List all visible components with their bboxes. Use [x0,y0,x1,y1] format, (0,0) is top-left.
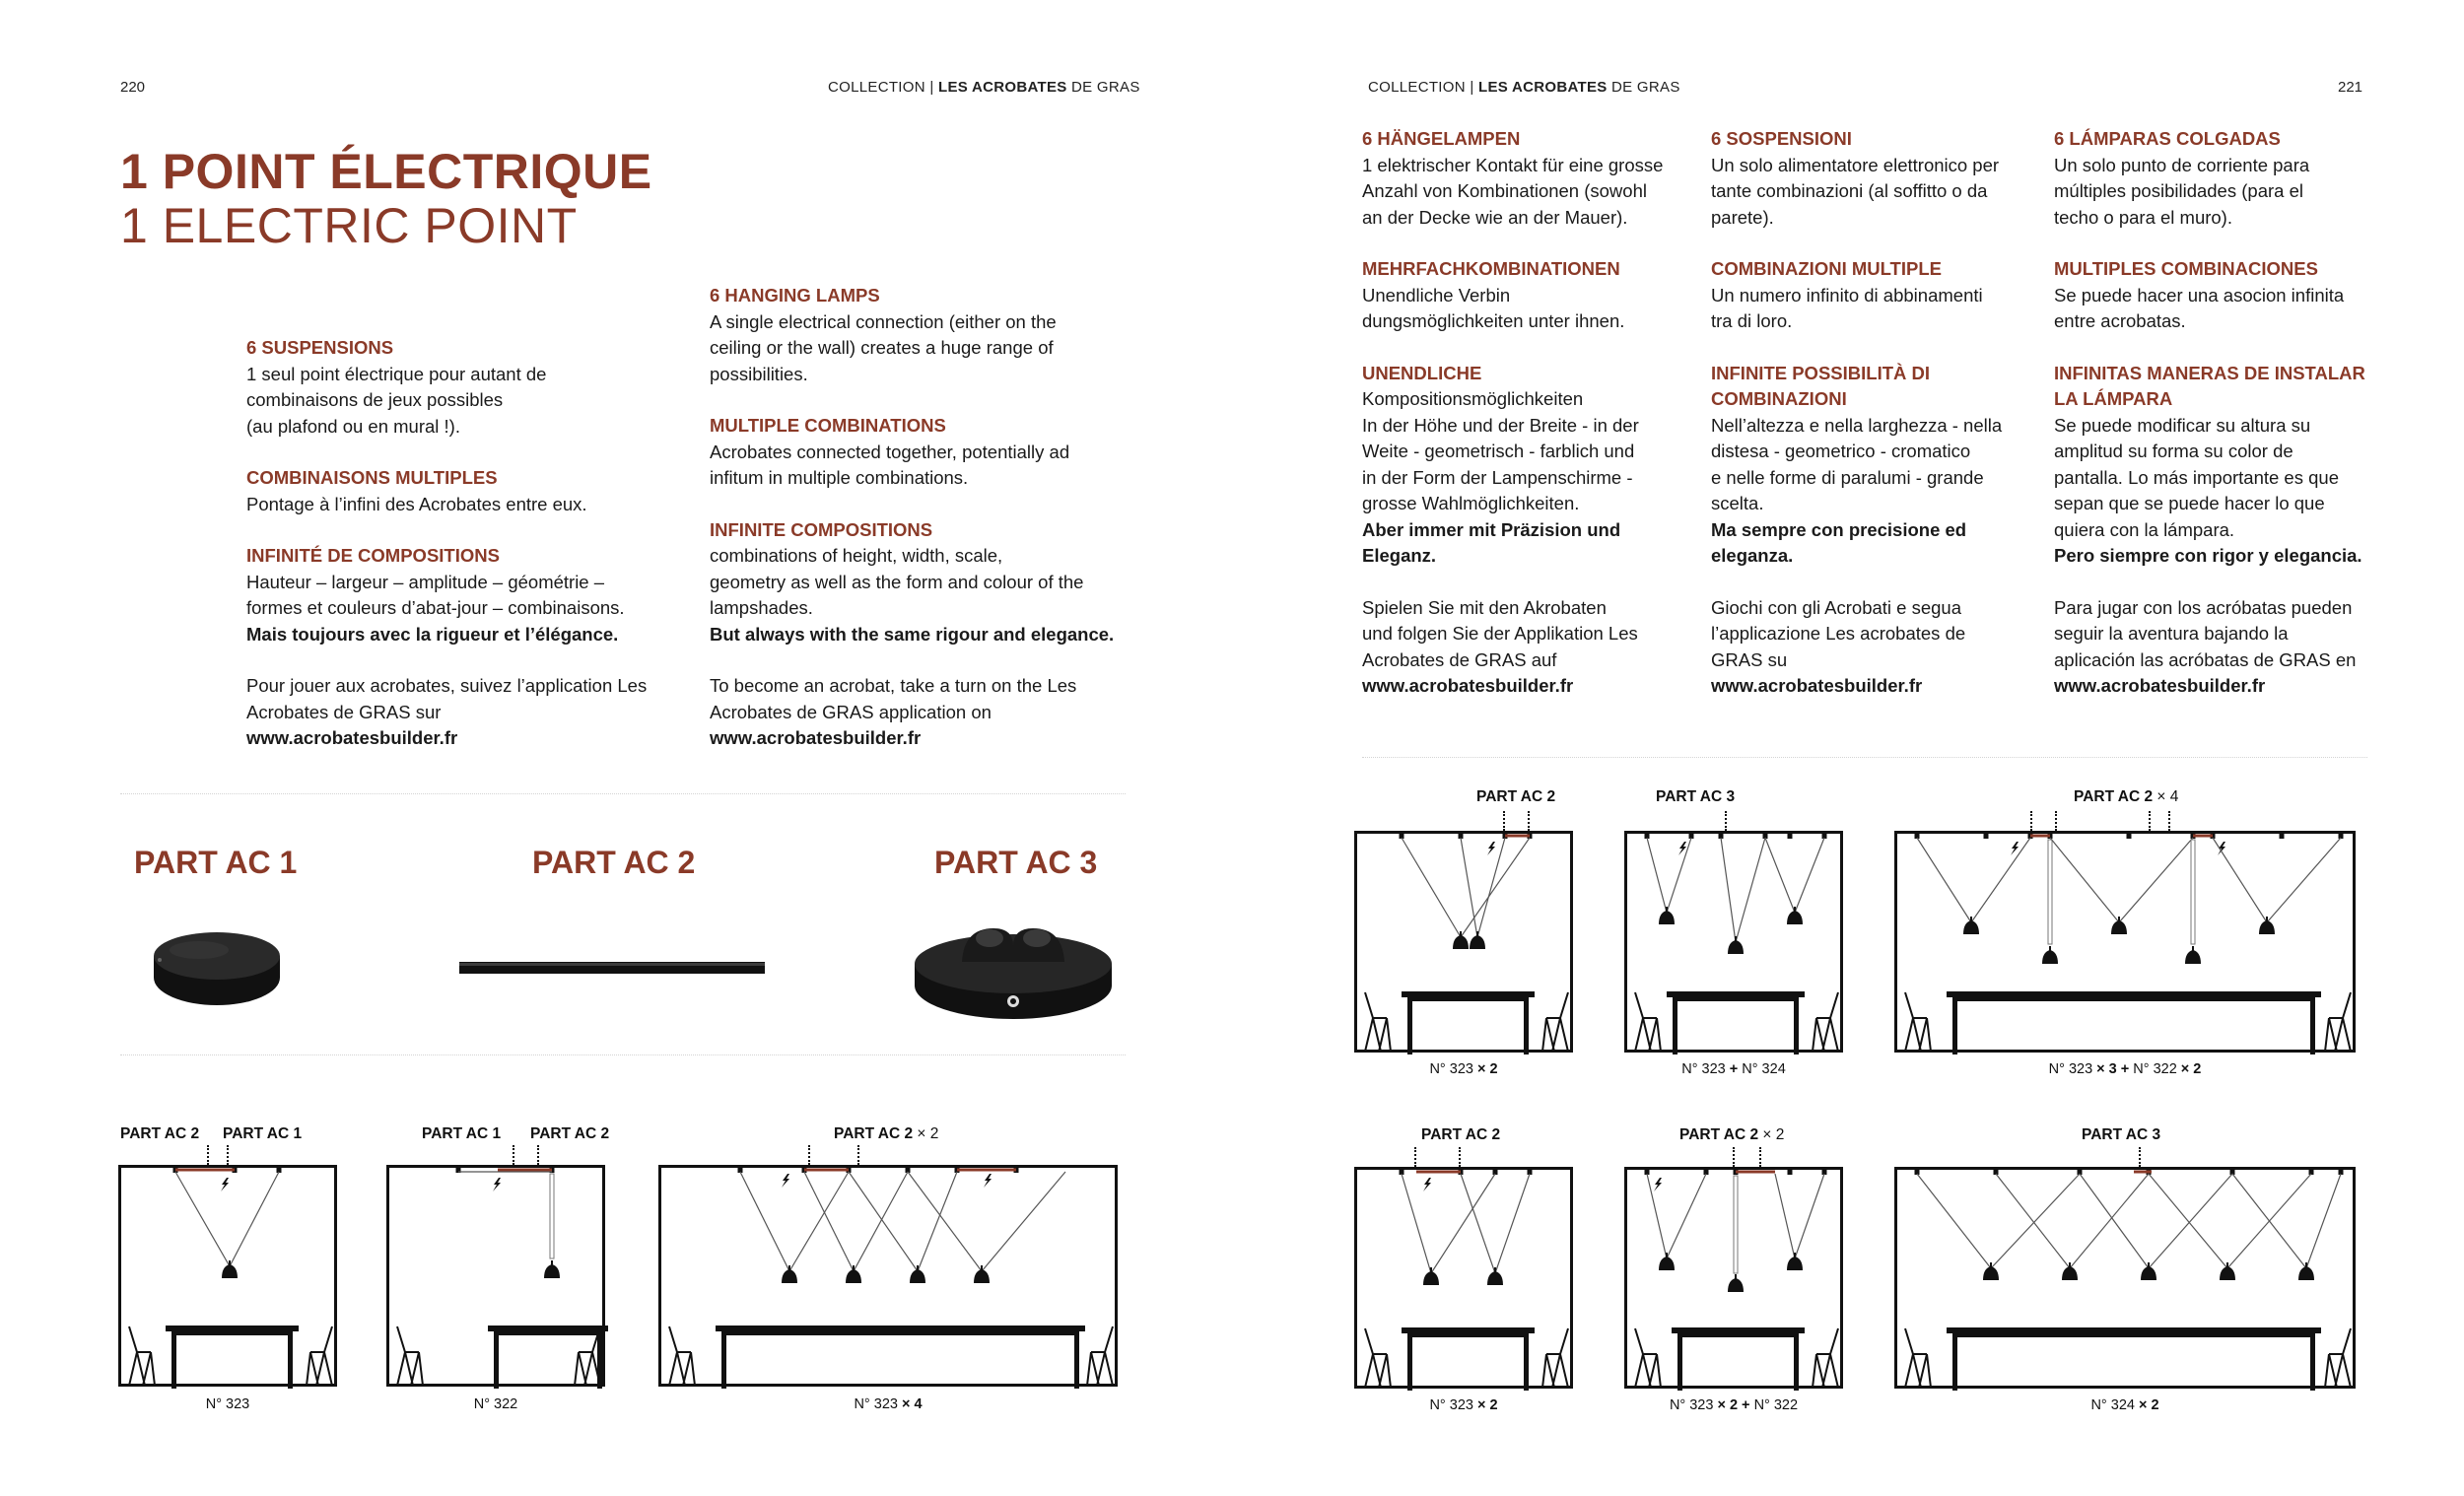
paragraph: combinations of height, width, scale, geometry as well as the form and colour of the lampshades. [710,545,1084,618]
diagram-label: PART AC 2 [1476,788,1556,805]
paragraph: 1 seul point électrique pour autant de combinaisons de jeux possibles (au plafond ou en mural !). [246,363,547,437]
table-leg [1673,997,1677,1054]
lightning-icon [1487,842,1495,855]
section-heading: MULTIPLE COMBINATIONS [710,415,946,436]
chair-line [129,1326,155,1386]
dotted-pointer [808,1145,810,1165]
paragraph: Pontage à l’infini des Acrobates entre eux. [246,493,587,514]
lamp-shade [222,1264,238,1278]
chair-line [1635,1328,1661,1388]
diagram-label: PART AC 2 × 2 [834,1125,939,1142]
paragraph: Se puede modificar su altura su amplitud su forma su color de pantalla. Lo más importante es que sepan que se puede hacer lo que quiera con la lámpara. [2054,414,2339,540]
lamp-shade [1423,1271,1439,1285]
cable-line [2306,1174,2341,1268]
table-top [1402,991,1535,997]
cable-line [1721,838,1736,942]
diagram-caption: N° 322 [473,1396,518,1412]
cable-line [1667,838,1691,913]
table-top [1672,1327,1805,1333]
chair-line [1365,992,1391,1052]
lamp-rod [550,1174,554,1258]
german-text-block [1362,126,1687,700]
table-leg [1407,997,1412,1054]
lamp-shade [910,1269,925,1283]
chair-line [1087,1326,1113,1386]
paragraph: Un solo punto de corriente para múltiples posibilidades (para el techo o para el muro). [2054,154,2310,228]
cable-line [1917,838,1971,922]
diagram-drawing [121,1168,340,1390]
section-heading: INFINITAS MANERAS DE INSTALAR LA LÁMPARA [2054,362,2365,409]
table-top [1402,1327,1535,1333]
lamp-shade [1453,935,1469,949]
lamp-shade [2141,1266,2156,1280]
left-page-number: 220 [120,79,146,96]
table-leg [1524,997,1529,1054]
paragraph: Kompositionsmöglichkeiten In der Höhe und der Breite - in der Weite - geometrisch - farblich und in der Form der Lampenschirme - grosse Wahlmöglichkeiten. [1362,388,1639,513]
diagram-label: PART AC 3 [1656,788,1736,805]
part-ac2-image [455,956,771,980]
cable-line [918,1172,957,1271]
dotted-pointer [513,1145,514,1165]
table-leg [1794,997,1799,1054]
paragraph: To become an acrobat, take a turn on the Les Acrobates de GRAS application on [710,675,1077,722]
dotted-pointer [537,1145,539,1165]
diagram-caption: N° 323 + N° 324 [1681,1061,1786,1077]
dotted-pointer [2030,811,2032,831]
chair-line [1813,1328,1838,1388]
table-leg [2310,1333,2315,1391]
chair-line [1542,992,1568,1052]
paragraph: Un numero infinito di abbinamenti tra di loro. [1711,284,1983,331]
diagram-label: PART AC 3 [2082,1126,2161,1143]
cable-line [1667,1174,1706,1258]
table-leg [1794,1333,1799,1391]
diagram-drawing [1627,1170,1846,1392]
table-top [1667,991,1805,997]
lamp-shade [1787,911,1803,924]
diagram-caption: N° 323 × 3 + N° 322 × 2 [2048,1061,2202,1077]
table-leg [1407,1333,1412,1391]
dotted-pointer [1733,1147,1735,1167]
paragraph: Spielen Sie mit den Akrobaten und folgen Sie der Applikation Les Acrobates de GRAS auf [1362,596,1638,670]
table-top [1947,1327,2321,1333]
chair-line [2325,992,2351,1052]
cable-line [1495,1174,1530,1273]
table-apron [496,1331,600,1335]
diagram-label: PART AC 1 [223,1125,303,1142]
table-apron [723,1331,1077,1335]
divider [1362,757,2367,758]
cable-line [854,1172,908,1271]
diagram-room-323x3-322x2 [1894,831,2356,1053]
cable-line [2080,1174,2149,1268]
cable-line [2232,1174,2306,1268]
cable-line [1795,1174,1824,1258]
lamp-shade [2111,920,2127,934]
chair-line [1635,992,1661,1052]
diagram-label: PART AC 2 [120,1125,200,1142]
lamp-shade [1963,920,1979,934]
diagram-drawing [661,1168,1121,1390]
paragraph: Nell’altezza e nella larghezza - nella distesa - geometrico - cromatico e nelle forme di paralumi - grande scelta. [1711,414,2003,513]
paragraph: Hauteur – largeur – amplitude – géométrie – formes et couleurs d’abat-jour – combinaisons. [246,571,625,618]
cable-line [175,1172,230,1266]
diagram-drawing [1627,834,1846,1055]
paragraph: Se puede hacer una asocion infinita entre acrobatas. [2054,284,2345,331]
part-ac3-image [905,907,1122,1025]
diagram-caption: N° 323 × 4 [854,1396,923,1412]
dotted-pointer [2168,811,2170,831]
lamp-shade [2062,1266,2078,1280]
bold-statement: But always with the same rigour and elegance. [710,623,1115,645]
cable-line [1431,1174,1495,1273]
website-link[interactable]: www.acrobatesbuilder.fr [710,727,922,748]
section-heading: INFINITE COMPOSITIONS [710,518,933,540]
cable-line [982,1172,1065,1271]
lamp-shade [1659,1257,1675,1270]
lamp-shade [2220,1266,2235,1280]
cable-line [1402,838,1461,937]
diagram-caption: N° 324 × 2 [2090,1397,2159,1413]
lamp-shade [974,1269,990,1283]
table-leg [171,1331,176,1389]
section-heading: MULTIPLES COMBINACIONES [2054,258,2318,279]
dotted-pointer [227,1145,229,1165]
chair-line [1813,992,1838,1052]
diagram-room-323x2 [1354,831,1573,1053]
ceiling-mount [1788,834,1793,839]
lamp-shade [782,1269,797,1283]
chair-line [1542,1328,1568,1388]
chair-line [1365,1328,1391,1388]
italian-text-block [1711,126,2036,700]
chair-line [1905,992,1931,1052]
cable-line [2070,1174,2149,1268]
dotted-pointer [2139,1147,2141,1167]
page-title-french: 1 POINT ÉLECTRIQUE [120,144,652,199]
table-apron [173,1331,291,1335]
paragraph: Un solo alimentatore elettronico per tante combinazioni (al soffitto o da parete). [1711,154,2000,228]
lightning-icon [2011,842,2019,855]
diagram-label: PART AC 2 × 4 [2074,788,2179,805]
lamp-shade [1728,940,1744,954]
dotted-pointer [2055,811,2057,831]
table-leg [1074,1331,1079,1389]
bold-statement: Aber immer mit Präzision und Eleganz. [1362,518,1621,566]
dotted-pointer [1414,1147,1416,1167]
lightning-icon [493,1178,501,1191]
table-apron [1409,997,1527,1001]
section-heading: MEHRFACHKOMBINATIONEN [1362,258,1620,279]
cable-line [2119,838,2193,922]
section-heading: COMBINAZIONI MULTIPLE [1711,258,1942,279]
chair-line [397,1326,423,1386]
lightning-icon [984,1174,992,1188]
section-heading: COMBINAISONS MULTIPLES [246,467,498,488]
lamp-shade [1787,1257,1803,1270]
paragraph: Pour jouer aux acrobates, suivez l’application Les Acrobates de GRAS sur [246,675,648,722]
diagram-room-323 [118,1165,337,1387]
dotted-pointer [207,1145,209,1165]
part-ac1-image [138,917,296,1015]
cable-line [1971,838,2030,922]
section-heading: UNENDLICHE [1362,362,1482,383]
bold-statement: Mais toujours avec la rigueur et l’élégance. [246,623,619,645]
cable-line [1917,1174,1991,1268]
cable-line [1775,1174,1795,1258]
section-heading: 6 SUSPENSIONS [246,337,394,358]
dotted-pointer [857,1145,859,1165]
dotted-pointer [1725,811,1727,831]
lamp-shade [1983,1266,1999,1280]
diagram-drawing [389,1168,608,1390]
table-top [1947,991,2321,997]
lightning-icon [1423,1178,1431,1191]
diagram-room-323-324 [1624,831,1843,1053]
table-leg [1524,1333,1529,1391]
lamp-shade [1659,911,1675,924]
cable-line [1461,838,1530,937]
bold-statement: Ma sempre con precisione ed eleganza. [1711,518,1967,566]
diagram-caption: N° 323 × 2 + N° 322 [1669,1397,1799,1413]
table-apron [1954,1333,2313,1337]
diagram-room-323x2-322 [1624,1167,1843,1389]
part-ac1-label: PART AC 1 [134,845,298,880]
website-link[interactable]: www.acrobatesbuilder.fr [1711,675,1923,696]
bold-statement: Pero siempre con rigor y elegancia. [2054,545,2362,566]
cable-line [1765,838,1795,913]
diagram-caption: N° 323 × 2 [1429,1397,1498,1413]
paragraph: Unendliche Verbin dungsmöglichkeiten unter ihnen. [1362,284,1625,331]
diagram-label: PART AC 2 [1421,1126,1501,1143]
lamp-shade [1470,935,1485,949]
divider [120,793,1126,794]
table-top [166,1326,299,1331]
dotted-pointer [1759,1147,1761,1167]
lamp-rod [2048,840,2052,944]
lamp-rod [1734,1176,1738,1273]
cable-line [1996,1174,2070,1268]
paragraph: A single electrical connection (either on the ceiling or the wall) creates a huge range of possibilities. [710,310,1057,384]
lamp-shade [2042,950,2058,964]
table-apron [1679,1333,1797,1337]
table-leg [1677,1333,1682,1391]
diagram-room-324x2 [1894,1167,2356,1389]
spanish-text-block [2054,126,2389,700]
lightning-icon [782,1174,789,1188]
cable-line [2267,838,2341,922]
cable-line [804,1172,854,1271]
lamp-shade [1728,1278,1744,1292]
table-leg [721,1331,726,1389]
diagram-room-323x2-b [1354,1167,1573,1389]
page-title-english: 1 ELECTRIC POINT [120,198,578,253]
lightning-icon [1654,1178,1662,1191]
table-apron [1675,997,1797,1001]
cable-line [1402,1174,1431,1273]
section-heading: 6 HÄNGELAMPEN [1362,128,1521,149]
paragraph: Giochi con gli Acrobati e segua l’applicazione Les acrobates de GRAS su [1711,596,1966,670]
diagram-room-323x4 [658,1165,1118,1387]
cable-line [1736,838,1765,942]
right-running-header: COLLECTION | LES ACROBATES DE GRAS [1368,79,1680,96]
cable-line [849,1172,918,1271]
website-link[interactable]: www.acrobatesbuilder.fr [246,727,458,748]
ceiling-mount [2280,834,2285,839]
paragraph: 1 elektrischer Kontakt für eine grosse Anzahl von Kombinationen (sowohl an der Decke wie an der Mauer). [1362,154,1664,228]
ceiling-mount [1984,834,1989,839]
lamp-shade [1487,1271,1503,1285]
cable-line [2213,838,2267,922]
cable-line [1461,1174,1495,1273]
paragraph: Para jugar con los acróbatas pueden seguir la aventura bajando la aplicación las acróbatas de GRAS en [2054,596,2357,670]
diagram-caption: N° 323 × 2 [1429,1061,1498,1077]
website-link[interactable]: www.acrobatesbuilder.fr [2054,675,2266,696]
diagram-drawing [1897,1170,2359,1392]
section-heading: 6 LÁMPARAS COLGADAS [2054,128,2281,149]
left-running-header: COLLECTION | LES ACROBATES DE GRAS [828,79,1140,96]
table-leg [1952,1333,1957,1391]
ceiling-mount [1788,1170,1793,1175]
lamp-shade [846,1269,861,1283]
diagram-label: PART AC 1 [422,1125,502,1142]
diagram-caption: N° 323 [205,1396,250,1412]
lamp-shade [544,1264,560,1278]
section-heading: 6 SOSPENSIONI [1711,128,1852,149]
cable-line [1477,838,1505,937]
cable-line [230,1172,279,1266]
lamp-shade [2298,1266,2314,1280]
chair-line [1905,1328,1931,1388]
table-apron [1409,1333,1527,1337]
diagram-drawing [1357,834,1576,1055]
english-text-block [710,283,1143,752]
cable-line [1795,838,1824,913]
cable-line [1461,838,1477,937]
website-link[interactable]: www.acrobatesbuilder.fr [1362,675,1574,696]
part-ac2-label: PART AC 2 [532,845,696,880]
cable-line [908,1172,982,1271]
part-ac3-label: PART AC 3 [934,845,1098,880]
lightning-icon [1678,842,1686,855]
diagram-drawing [1897,834,2359,1055]
diagram-drawing [1357,1170,1576,1392]
dotted-pointer [1528,811,1530,831]
diagram-label: PART AC 2 × 2 [1679,1126,1785,1143]
right-page-number: 221 [2338,79,2363,96]
divider [120,1054,1126,1055]
cable-line [2050,838,2119,922]
section-heading: INFINITÉ DE COMPOSITIONS [246,545,500,566]
chair-line [2325,1328,2351,1388]
french-text-block [246,335,680,752]
dotted-pointer [1503,811,1505,831]
table-top [716,1326,1085,1331]
dotted-pointer [2149,811,2151,831]
chair-line [669,1326,695,1386]
table-top [488,1326,608,1331]
table-leg [1952,997,1957,1054]
ceiling-mount [2127,834,2132,839]
lamp-rod [2191,840,2195,944]
paragraph: Acrobates connected together, potentially ad infitum in multiple combinations. [710,441,1070,488]
section-heading: 6 HANGING LAMPS [710,285,880,306]
lightning-icon [221,1178,229,1191]
table-leg [288,1331,293,1389]
dotted-pointer [1459,1147,1461,1167]
table-leg [494,1331,499,1389]
section-heading: INFINITE POSSIBILITÀ DI COMBINAZIONI [1711,362,1931,409]
chair-line [307,1326,332,1386]
lamp-shade [2259,920,2275,934]
diagram-room-322 [386,1165,605,1387]
table-apron [1954,997,2313,1001]
table-leg [2310,997,2315,1054]
lamp-shade [2185,950,2201,964]
lightning-icon [2218,842,2225,855]
cable-line [1991,1174,2080,1268]
diagram-label: PART AC 2 [530,1125,610,1142]
cable-line [1647,838,1667,913]
cable-line [789,1172,849,1271]
